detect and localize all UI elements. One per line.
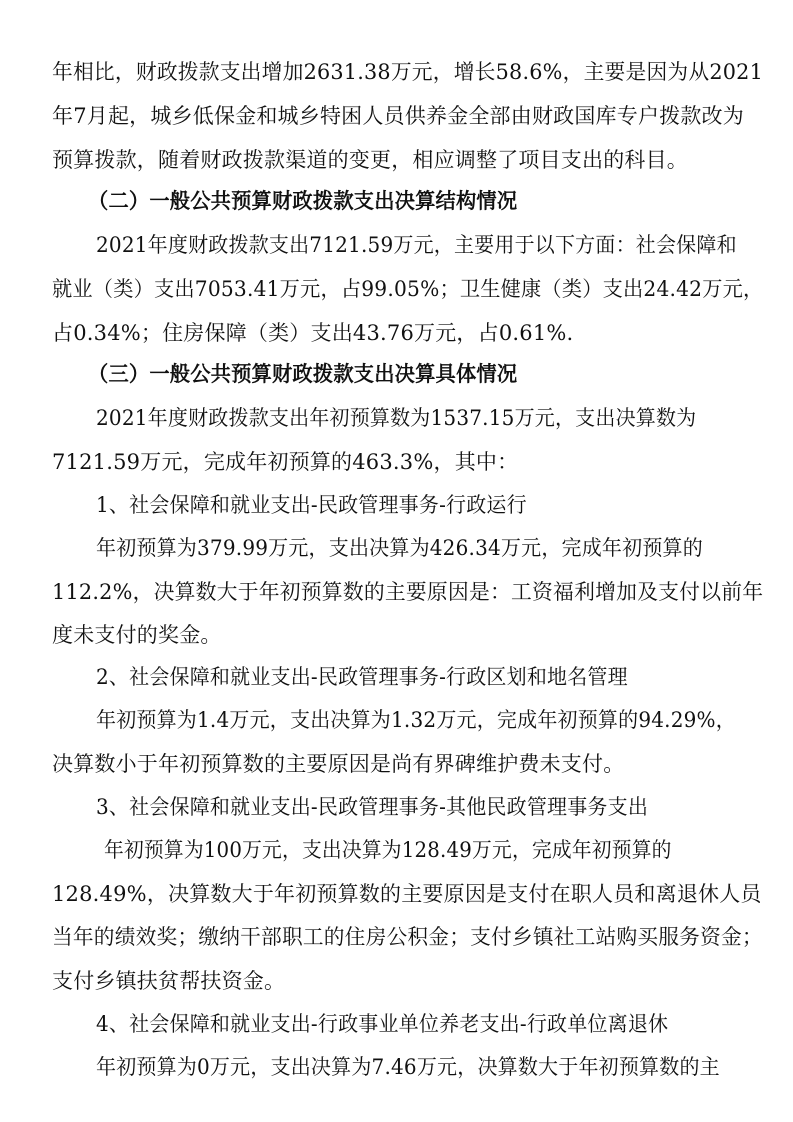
paragraph-line: 128.49%，决算数大于年初预算数的主要原因是支付在职人员和离退休人员 — [52, 882, 762, 906]
paragraph-line: 当年的绩效奖；缴纳干部职工的住房公积金；支付乡镇社工站购买服务资金； — [52, 925, 763, 949]
paragraph-line: 年相比，财政拨款支出增加2631.38万元，增长58.6%，主要是因为从2021 — [52, 60, 763, 84]
paragraph-line: 预算拨款，随着财政拨款渠道的变更，相应调整了项目支出的科目。 — [52, 148, 688, 172]
paragraph-line: 7121.59万元，完成年初预算的463.3%，其中： — [52, 450, 519, 474]
paragraph-line: 就业（类）支出7053.41万元，占99.05%；卫生健康（类）支出24.42万元， — [52, 277, 764, 301]
paragraph-line: 占0.34%；住房保障（类）支出43.76万元，占0.61%. — [52, 321, 574, 345]
paragraph-line: 支付乡镇扶贫帮扶资金。 — [52, 969, 286, 993]
item-heading: 2、社会保障和就业支出-民政管理事务-行政区划和地名管理 — [96, 665, 628, 689]
item-heading: 1、社会保障和就业支出-民政管理事务-行政运行 — [96, 493, 527, 517]
paragraph-line: 年初预算为379.99万元，支出决算为426.34万元，完成年初预算的 — [96, 536, 703, 560]
paragraph-line: 年初预算为0万元，支出决算为7.46万元，决算数大于年初预算数的主 — [96, 1055, 720, 1079]
paragraph-line: 度未支付的奖金。 — [52, 623, 222, 647]
paragraph-line: 决算数小于年初预算数的主要原因是尚有界碑维护费未支付。 — [52, 752, 625, 776]
section-heading: （二）一般公共预算财政拨款支出决算结构情况 — [88, 189, 518, 213]
paragraph-line: 年初预算为1.4万元，支出决算为1.32万元，完成年初预算的94.29%， — [96, 708, 736, 732]
paragraph-line: 112.2%，决算数大于年初预算数的主要原因是：工资福利增加及支付以前年 — [52, 580, 764, 604]
paragraph-line: 2021年度财政拨款支出7121.59万元，主要用于以下方面：社会保障和 — [96, 233, 737, 257]
item-heading: 4、社会保障和就业支出-行政事业单位养老支出-行政单位离退休 — [96, 1012, 669, 1036]
paragraph-line: 2021年度财政拨款支出年初预算数为1537.15万元，支出决算数为 — [96, 406, 697, 430]
paragraph-line: 年初预算为100万元，支出决算为128.49万元，完成年初预算的 — [104, 838, 672, 862]
paragraph-line: 年7月起，城乡低保金和城乡特困人员供养金全部由财政国库专户拨款改为 — [52, 104, 744, 128]
item-heading: 3、社会保障和就业支出-民政管理事务-其他民政管理事务支出 — [96, 795, 649, 819]
section-heading: （三）一般公共预算财政拨款支出决算具体情况 — [88, 362, 518, 386]
